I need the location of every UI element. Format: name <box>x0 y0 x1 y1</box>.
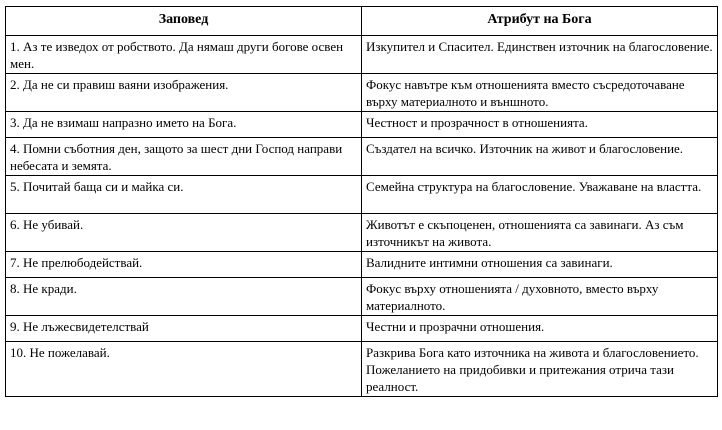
attribute-cell: Честни и прозрачни отношения. <box>362 316 718 342</box>
attribute-cell: Животът е скъпоценен, отношенията са завинаги. Аз съм източникът на живота. <box>362 214 718 252</box>
header-commandment: Заповед <box>6 7 362 36</box>
attribute-cell: Валидните интимни отношения са завинаги. <box>362 252 718 278</box>
attribute-cell: Създател на всичко. Източник на живот и благословение. <box>362 138 718 176</box>
commandment-cell: 9. Не лъжесвидетелствай <box>6 316 362 342</box>
attribute-cell: Изкупител и Спасител. Единствен източник на благословение. <box>362 36 718 74</box>
commandment-cell: 8. Не кради. <box>6 278 362 316</box>
commandment-cell: 6. Не убивай. <box>6 214 362 252</box>
table-row <box>6 316 718 342</box>
commandment-cell: 3. Да не взимаш напразно името на Бога. <box>6 112 362 138</box>
attribute-cell: Фокус навътре към отношенията вместо съсредоточаване върху материалното и външното. <box>362 74 718 112</box>
table-row <box>6 252 718 278</box>
commandment-cell: 4. Помни съботния ден, защото за шест дни Господ направи небесата и земята. <box>6 138 362 176</box>
table-row <box>6 214 718 252</box>
attribute-cell: Семейна структура на благословение. Уважаване на властта. <box>362 176 718 214</box>
commandment-cell: 7. Не прелюбодействай. <box>6 252 362 278</box>
table-row <box>6 36 718 74</box>
table-row <box>6 342 718 397</box>
commandment-cell: 1. Аз те изведох от робството. Да нямаш други богове освен мен. <box>6 36 362 74</box>
commandment-cell: 5. Почитай баща си и майка си. <box>6 176 362 214</box>
table-row <box>6 176 718 214</box>
commandment-cell: 10. Не пожелавай. <box>6 342 362 397</box>
attribute-cell: Честност и прозрачност в отношенията. <box>362 112 718 138</box>
table-row <box>6 74 718 112</box>
table-row <box>6 138 718 176</box>
attribute-cell: Фокус върху отношенията / духовното, вместо върху материалното. <box>362 278 718 316</box>
table-header-row <box>6 7 718 36</box>
commandments-table <box>5 6 718 397</box>
commandment-cell: 2. Да не си правиш ваяни изображения. <box>6 74 362 112</box>
header-attribute: Атрибут на Бога <box>362 7 718 36</box>
attribute-cell: Разкрива Бога като източника на живота и благословението. Пожеланието на придобивки и притежания отрича тази реалност. <box>362 342 718 397</box>
table-row <box>6 278 718 316</box>
table-row <box>6 112 718 138</box>
